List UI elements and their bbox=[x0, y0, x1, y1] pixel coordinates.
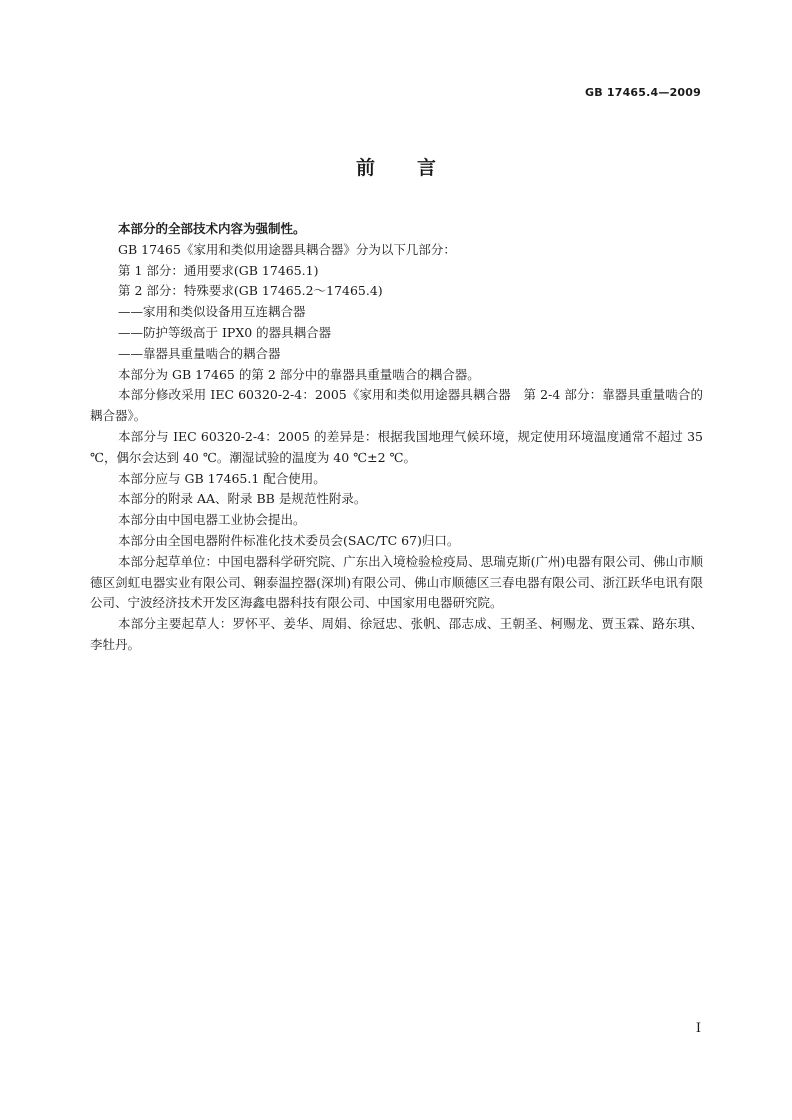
paragraph-part-2: 第 2 部分：特殊要求(GB 17465.2～17465.4) bbox=[118, 283, 383, 299]
paragraph-proposed-by: 本部分由中国电器工业协会提出。 bbox=[118, 512, 306, 528]
paragraph-drafters: 本部分主要起草人：罗怀平、姜华、周娟、徐冠忠、张帆、邵志成、王朝圣、柯赐龙、贾玉霖、路东琪、李牡丹。 bbox=[90, 616, 703, 652]
paragraph-series-intro: GB 17465《家用和类似用途器具耦合器》分为以下几部分： bbox=[118, 241, 456, 257]
foreword-body bbox=[90, 219, 703, 656]
paragraph-scope: 本部分为 GB 17465 的第 2 部分中的靠器具重量啮合的耦合器。 bbox=[118, 366, 480, 382]
list-item-interconnection-couplers: ——家用和类似设备用互连耦合器 bbox=[118, 304, 306, 320]
document-code: GB 17465.4—2009 bbox=[585, 86, 701, 99]
paragraph-adoption: 本部分修改采用 IEC 60320-2-4：2005《家用和类似用途器具耦合器 第 2-4 部分：靠器具重量啮合的耦合器》。 bbox=[90, 387, 703, 424]
paragraph-differences: 本部分与 IEC 60320-2-4：2005 的差异是：根据我国地理气候环境，规定使用环境温度通常不超过 35 ℃，偶尔会达到 40 ℃。潮湿试验的温度为 40 ℃±2 ℃。 bbox=[90, 428, 703, 465]
paragraph-drafting-units: 本部分起草单位：中国电器科学研究院、广东出入境检验检疫局、思瑞克斯(广州)电器有限公司、佛山市顺德区剑虹电器实业有限公司、翱泰温控器(深圳)有限公司、佛山市顺德区三春电器有限公司、浙江跃华电讯有限公司、宁波经济技术开发区海鑫电器科技有限公司、中国家用电器研究院。 bbox=[90, 553, 703, 611]
paragraph-annexes: 本部分的附录 AA、附录 BB 是规范性附录。 bbox=[118, 491, 367, 507]
list-item-ipx0-couplers: ——防护等级高于 IPX0 的器具耦合器 bbox=[118, 324, 332, 340]
paragraph-part-1: 第 1 部分：通用要求(GB 17465.1) bbox=[118, 262, 319, 278]
list-item-weight-engaged-couplers: ——靠器具重量啮合的耦合器 bbox=[118, 345, 281, 361]
paragraph-usage: 本部分应与 GB 17465.1 配合使用。 bbox=[118, 470, 326, 486]
paragraph-centralized-by: 本部分由全国电器附件标准化技术委员会(SAC/TC 67)归口。 bbox=[118, 532, 460, 548]
page-number: I bbox=[695, 1021, 701, 1036]
paragraph-mandatory-statement: 本部分的全部技术内容为强制性。 bbox=[118, 221, 306, 236]
page-title: 前言 bbox=[355, 157, 478, 179]
